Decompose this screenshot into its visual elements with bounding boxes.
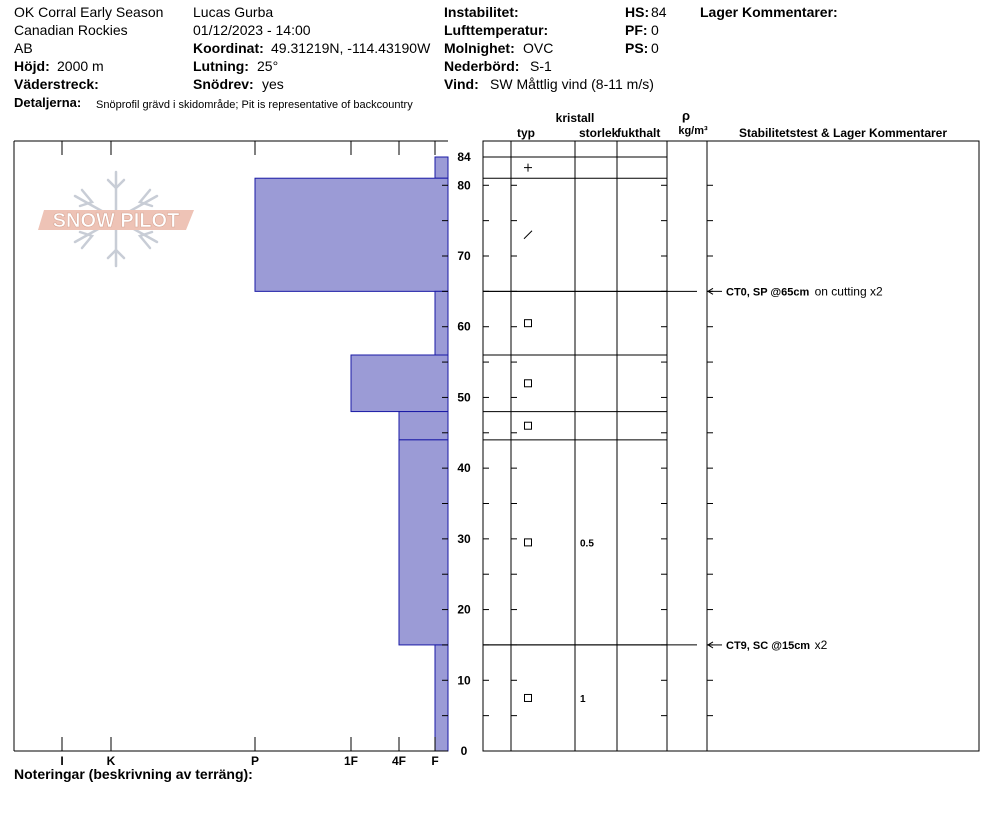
slope-label: Lutning: — [193, 58, 249, 74]
ps-label: PS: — [625, 40, 649, 56]
hardness-tick-label: 1F — [343, 754, 359, 768]
air-temp-label: Lufttemperatur: — [444, 22, 549, 38]
observation-datetime: 01/12/2023 - 14:00 — [193, 22, 311, 38]
hardness-layers — [255, 157, 448, 751]
crystal-square-icon — [525, 694, 532, 701]
hardness-layer-bar — [351, 355, 448, 412]
depth-tick-label: 80 — [457, 178, 471, 193]
details-label: Detaljerna: — [14, 95, 82, 110]
wind-value: SW Måttlig vind (8-11 m/s) — [490, 76, 654, 92]
size-header: storlek — [579, 126, 619, 140]
test-code: CT0, SP @65cm — [726, 286, 810, 299]
depth-tick-label: 60 — [457, 319, 471, 334]
sky-label: Molnighet: — [444, 40, 515, 56]
depth-tick-label: 84 — [457, 150, 471, 164]
coordinate-value: 49.31219N, -114.43190W — [271, 40, 431, 56]
hardness-tick-label: P — [250, 754, 260, 768]
hardness-layer-bar — [399, 440, 448, 645]
state: AB — [14, 40, 33, 56]
sky-value: OVC — [523, 40, 554, 56]
density-symbol: ρ — [681, 108, 691, 123]
ps-value: 0 — [651, 40, 659, 56]
details-value: Snöprofil grävd i skidområde; Pit is representative of backcountry — [96, 99, 413, 111]
depth-tick-label: 50 — [457, 390, 471, 405]
crystal-size-label: 1 — [580, 693, 586, 705]
drift-label: Snödrev: — [193, 76, 254, 92]
depth-tick-label: 30 — [457, 531, 471, 546]
location-name: OK Corral Early Season — [14, 4, 164, 20]
crystal-size-label: 0.5 — [580, 538, 594, 550]
layer-table — [457, 108, 979, 758]
hardness-layer-bar — [435, 157, 448, 178]
crystal-square-icon — [525, 539, 532, 546]
test-comment: on cutting x2 — [814, 284, 883, 299]
density-unit-header: kg/m³ — [678, 125, 708, 137]
crystal-square-icon — [525, 320, 532, 327]
depth-tick-label: 10 — [457, 673, 471, 688]
pf-label: PF: — [625, 22, 648, 38]
depth-tick-label: 70 — [457, 249, 471, 263]
pf-value: 0 — [651, 22, 659, 38]
hardness-tick-label: F — [431, 754, 439, 768]
test-comment: x2 — [814, 637, 828, 652]
layer-comments-label: Lager Kommentarer: — [700, 4, 838, 20]
observer-name: Lucas Gurba — [193, 4, 274, 20]
type-header: typ — [517, 126, 535, 140]
crystal-square-icon — [525, 380, 532, 387]
hardness-tick-label: 4F — [391, 754, 407, 768]
hardness-layer-bar — [435, 291, 448, 355]
mountain-range: Canadian Rockies — [14, 22, 128, 38]
aspect-label: Väderstreck: — [14, 76, 99, 92]
hardness-layer-bar — [255, 178, 448, 291]
logo-text: SNOW PILOT — [52, 210, 180, 232]
elevation-value: 2000 m — [57, 58, 104, 74]
crystal-square-icon — [525, 422, 532, 429]
hardness-tick-label: K — [106, 754, 116, 768]
hardness-layer-bar — [399, 412, 448, 440]
precip-value: S-1 — [530, 58, 552, 74]
comments-header: Stabilitetstest & Lager Kommentarer — [738, 126, 948, 140]
hs-label: HS: — [625, 4, 650, 20]
depth-tick-label: 40 — [457, 461, 471, 476]
hardness-tick-label: I — [60, 754, 64, 768]
elevation-label: Höjd: — [14, 58, 50, 74]
moisture-header: fukthalt — [617, 126, 661, 140]
hs-value: 84 — [651, 4, 667, 20]
table-frame — [483, 141, 979, 751]
coordinate-label: Koordinat: — [193, 40, 264, 56]
crystal-slash-icon — [524, 231, 532, 239]
crystal-header: kristall — [555, 111, 595, 125]
terrain-notes-label: Noteringar (beskrivning av terräng): — [14, 766, 253, 782]
depth-tick-label: 20 — [457, 602, 471, 617]
drift-value: yes — [262, 76, 284, 92]
slope-value: 25° — [257, 58, 279, 74]
depth-tick-label: 0 — [460, 744, 468, 758]
hardness-layer-bar — [435, 645, 448, 751]
instability-label: Instabilitet: — [444, 4, 519, 20]
test-code: CT9, SC @15cm — [726, 639, 811, 652]
wind-label: Vind: — [444, 76, 479, 92]
precip-label: Nederbörd: — [444, 58, 520, 74]
